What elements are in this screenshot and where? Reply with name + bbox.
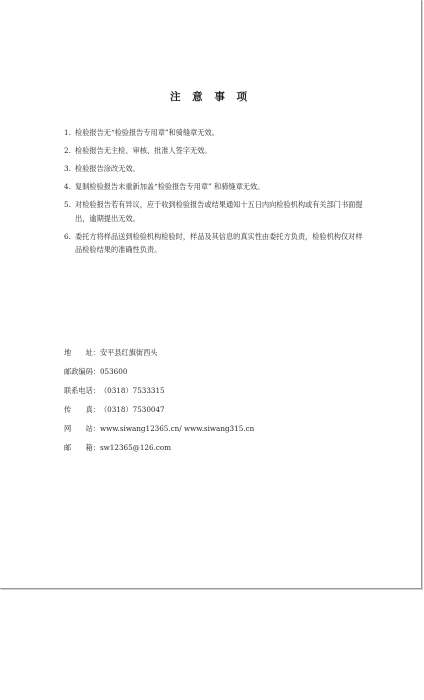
notice-number: 6. — [64, 231, 71, 241]
postcode-label: 邮政编码： — [64, 367, 100, 376]
notice-text: 检验报告涂改无效。 — [75, 164, 140, 173]
email-label: 邮 箱： — [64, 443, 100, 452]
contact-info — [64, 343, 384, 457]
postcode-value: 053600 — [99, 367, 128, 376]
fax-value: （0318）7530047 — [99, 405, 165, 414]
notice-list — [64, 126, 364, 261]
postcode-row — [64, 362, 384, 381]
phone-row — [64, 381, 384, 400]
notice-item — [64, 162, 364, 176]
notice-number: 1. — [64, 128, 71, 137]
notice-number: 4. — [64, 182, 71, 191]
address-label: 地 址： — [64, 348, 100, 357]
email-row — [64, 438, 384, 457]
website-value: www.siwang12365.cn/ www.siwang315.cn — [99, 424, 255, 433]
notice-text: 对检验报告若有异议，应于收到检验报告或结果通知十五日内向检验机构或有关部门书面提出，逾期提出无效。 — [75, 200, 363, 223]
notice-number: 5. — [64, 200, 71, 209]
address-row — [64, 343, 384, 362]
notice-text: 检验报告无“检验报告专用章”和骑缝章无效。 — [75, 128, 219, 137]
notice-item — [64, 198, 364, 225]
notice-text: 检验报告无主检、审核、批准人签字无效。 — [75, 146, 212, 155]
phone-value: （0318）7533315 — [99, 386, 165, 395]
notice-item — [64, 230, 364, 257]
notice-item — [64, 144, 364, 158]
notice-item — [64, 126, 364, 140]
fax-label: 传 真： — [64, 405, 100, 414]
website-row — [64, 419, 384, 438]
page-title: 注 意 事 项 — [170, 91, 251, 103]
notice-number: 3. — [64, 164, 71, 173]
notice-text: 委托方将样品送到检验机构检验时，样品及其信息的真实性由委托方负责，检验机构仅对样品检验结果的准确性负责。 — [75, 231, 363, 254]
notice-text: 复制检验报告未重新加盖“检验报告专用章” 和骑缝章无效。 — [75, 182, 265, 191]
website-label: 网 站： — [64, 424, 100, 433]
notice-number: 2. — [64, 146, 71, 155]
notice-item — [64, 180, 364, 194]
phone-label: 联系电话： — [64, 386, 100, 395]
fax-row — [64, 400, 384, 419]
email-value: sw12365@126.com — [99, 443, 172, 452]
address-value: 安平县红旗街西头 — [99, 348, 158, 357]
